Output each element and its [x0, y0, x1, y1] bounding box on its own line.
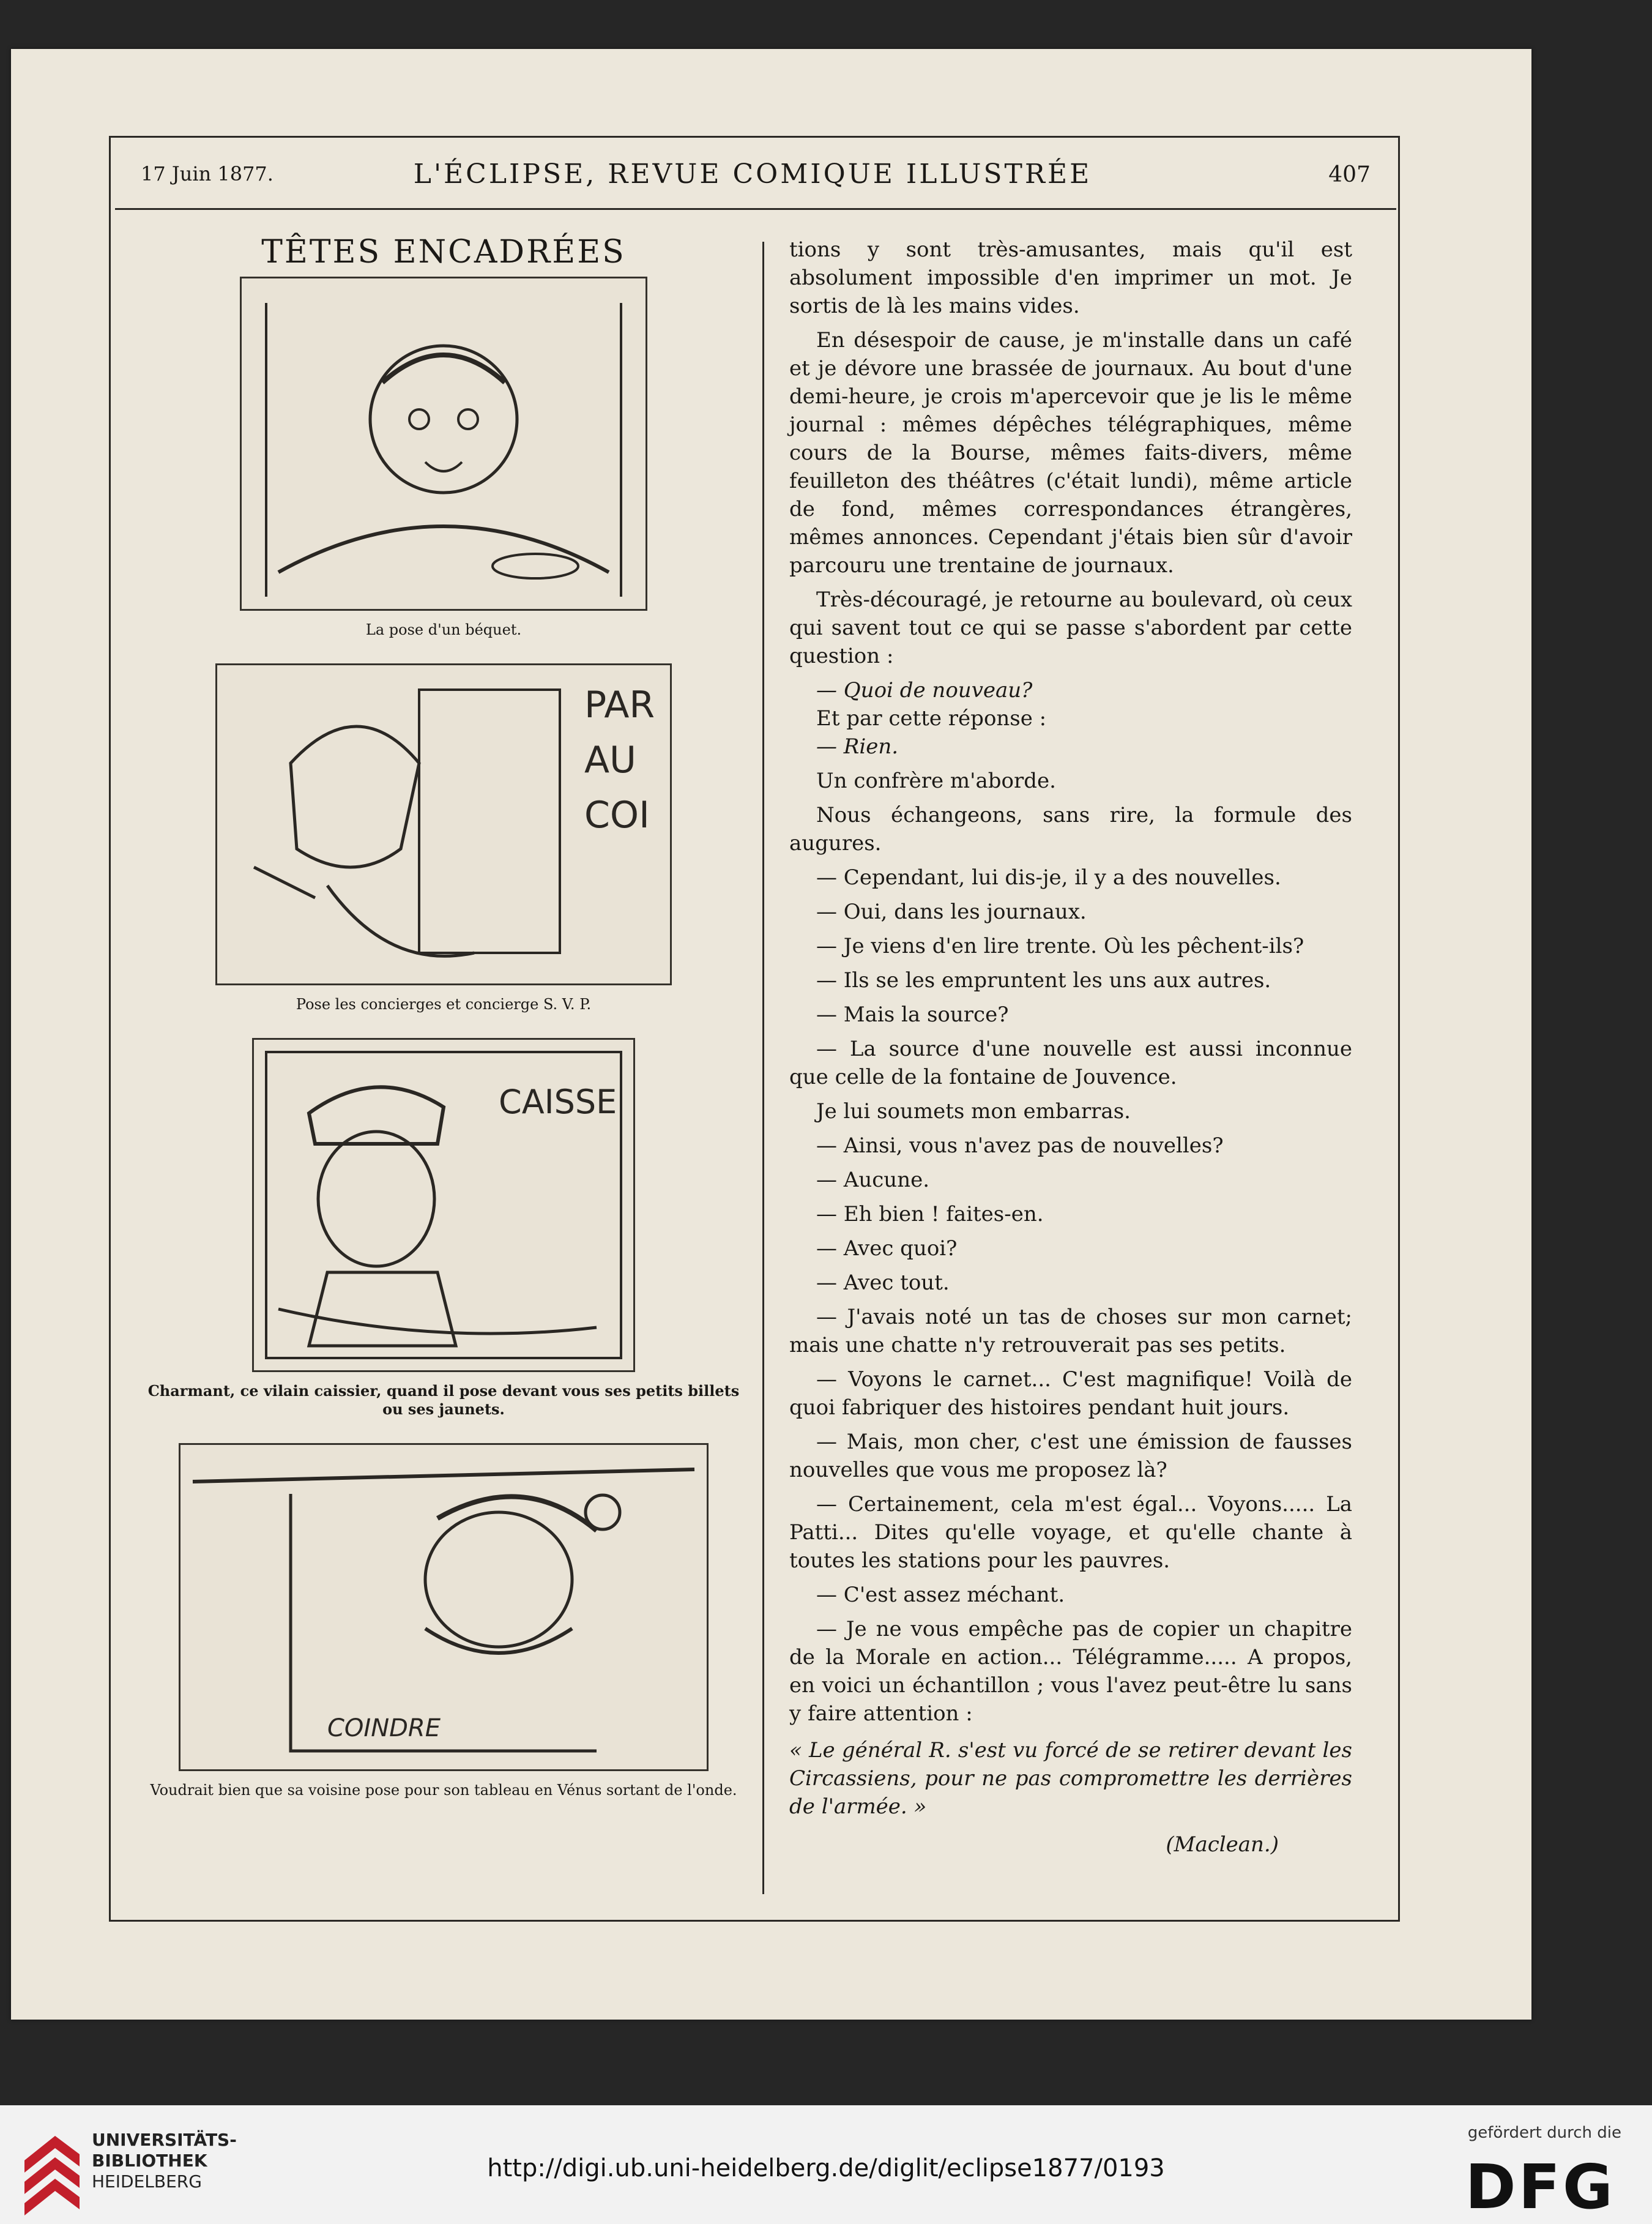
dfg-logo: DFG: [1465, 2151, 1615, 2223]
illustration-2-sign: PAR AU COI: [584, 684, 655, 837]
article-paragraph: — Je ne vous empêche pas de copier un chapitre de la Morale en action... Télégramme..... A propos, en voici un échantillon ; vous l'avez peut-être lu sans y faire attention :: [789, 1617, 1352, 1726]
article-paragraph: — Rien.: [816, 734, 899, 759]
illustration-column: [141, 226, 746, 1799]
illustration-4-caption: Voudrait bien que sa voisine pose pour son tableau en Vénus sortant de l'onde.: [150, 1782, 737, 1799]
article-paragraph: — Voyons le carnet... C'est magnifique! Voilà de quoi fabriquer des histoires pendant huit jours.: [789, 1367, 1352, 1420]
illustration-3-caption: Charmant, ce vilain caissier, quand il pose devant vous ses petits billets ou ses jaunets.: [147, 1382, 740, 1418]
article-paragraph: — Avec tout.: [816, 1271, 950, 1295]
telegram-quote: « Le général R. s'est vu forcé de se retirer devant les Circassiens, pour ne pas compromettre les derrières de l'armée. »: [789, 1738, 1352, 1819]
issue-date: 17 Juin 1877.: [141, 162, 273, 185]
article-paragraph: — Ainsi, vous n'avez pas de nouvelles?: [816, 1133, 1224, 1158]
article-paragraph: — Oui, dans les journaux.: [816, 900, 1087, 924]
illustration-2-caption: Pose les concierges et concierge S. V. P.: [296, 996, 592, 1013]
article-paragraph: — Mais la source?: [816, 1002, 1009, 1027]
article-paragraph: Je lui soumets mon embarras.: [816, 1099, 1131, 1124]
article-paragraph: En désespoir de cause, je m'installe dans un café et je dévore une brassée de journaux. Au bout d'une demi-heure, je crois m'apercevoir que je lis le même journal : mêmes dépêches télégraphiques, même cours de la Bourse, mêmes faits-divers, même feuilleton des théâtres (c'était lundi), même article de fond, mêmes correspondances étrangères, mêmes annonces. Cependant j'étais bien sûr d'avoir parcouru une trentaine de journaux.: [789, 328, 1352, 578]
funding-note: gefördert durch die: [1467, 2124, 1621, 2142]
running-header: [116, 156, 1389, 199]
article-paragraph: tions y sont très-amusantes, mais qu'il est absolument impossible d'en imprimer un mot. Je sortis de là les mains vides.: [789, 237, 1352, 318]
column-rule: [762, 242, 764, 1894]
caricature-drawing-4: [180, 1445, 707, 1769]
article-paragraph: — Cependant, lui dis-je, il y a des nouvelles.: [816, 865, 1281, 890]
author-signature: (Maclean.): [1166, 1832, 1279, 1857]
article-paragraph: — Quoi de nouveau?: [816, 678, 1033, 703]
illustration-3: [252, 1038, 635, 1372]
section-heading: TÊTES ENCADRÉES: [261, 234, 626, 271]
illustration-2: [215, 663, 672, 985]
viewer-footer: [0, 2105, 1652, 2224]
illustration-1-caption: La pose d'un béquet.: [365, 621, 522, 638]
article-paragraph: — Aucune.: [816, 1168, 930, 1192]
article-column: [789, 236, 1352, 1859]
illustration-1: [240, 277, 647, 611]
page-number: 407: [1328, 162, 1371, 187]
article-paragraph: — Mais, mon cher, c'est une émission de fausses nouvelles que vous me proposez là?: [789, 1430, 1352, 1482]
illustration-3-sign: CAISSE: [499, 1083, 617, 1121]
article-paragraph: — Je viens d'en lire trente. Où les pêchent-ils?: [816, 934, 1304, 958]
header-rule: [115, 208, 1396, 210]
illustration-4: [179, 1443, 709, 1771]
article-paragraph: Et par cette réponse :: [816, 706, 1047, 731]
article-paragraph: — Ils se les empruntent les uns aux autres.: [816, 968, 1271, 993]
article-paragraph: — Certainement, cela m'est égal... Voyons..... La Patti... Dites qu'elle voyage, et qu'elle chante à toutes les stations pour les pauvres.: [789, 1492, 1352, 1573]
permalink-url[interactable]: http://digi.ub.uni-heidelberg.de/diglit/eclipse1877/0193: [487, 2154, 1165, 2182]
article-paragraph: — La source d'une nouvelle est aussi inconnue que celle de la fontaine de Jouvence.: [789, 1037, 1352, 1089]
article-paragraph: — Eh bien ! faites-en.: [816, 1202, 1044, 1226]
caricature-drawing-1: [242, 278, 646, 609]
artist-signature: COINDRE: [327, 1714, 441, 1742]
article-paragraph: Très-découragé, je retourne au boulevard, où ceux qui savent tout ce qui se passe s'abordent par cette question :: [789, 588, 1352, 668]
article-paragraph: — C'est assez méchant.: [816, 1583, 1065, 1607]
article-paragraph: Un confrère m'aborde.: [816, 769, 1056, 793]
article-paragraph: Nous échangeons, sans rire, la formule des augures.: [789, 803, 1352, 856]
journal-title: L'ÉCLIPSE, REVUE COMIQUE ILLUSTRÉE: [413, 159, 1092, 190]
article-paragraph: — J'avais noté un tas de choses sur mon carnet; mais une chatte n'y retrouverait pas ses petits.: [789, 1305, 1352, 1357]
library-name: UNIVERSITÄTS- BIBLIOTHEK HEIDELBERG: [92, 2130, 237, 2192]
article-paragraph: — Avec quoi?: [816, 1236, 958, 1261]
